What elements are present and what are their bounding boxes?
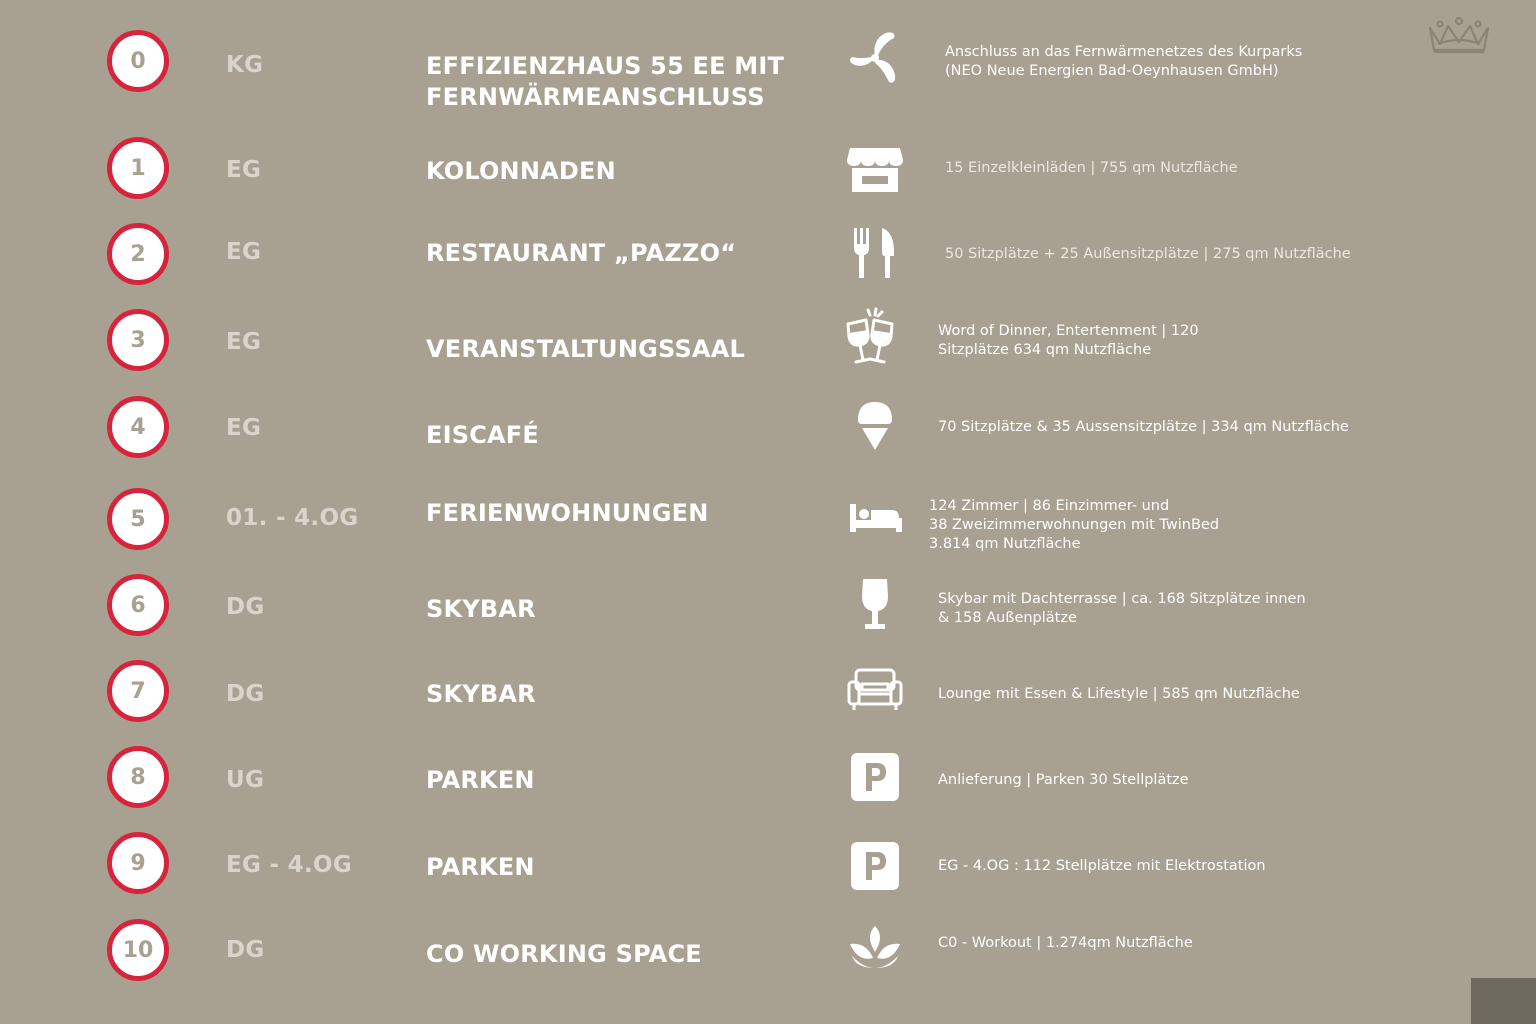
number-badge: 1 (107, 137, 169, 199)
row-description: 50 Sitzplätze + 25 Außensitzplätze | 275 qm Nutzfläche (945, 246, 1351, 262)
number-badge: 2 (107, 223, 169, 285)
wine-glass-icon (844, 574, 906, 636)
floor-label: DG (226, 594, 265, 620)
floor-label: EG (226, 157, 262, 183)
parking-icon (844, 835, 906, 897)
number-badge: 10 (107, 919, 169, 981)
sofa-icon (844, 660, 906, 722)
row-title: FERIENWOHNUNGEN (426, 499, 709, 527)
row-description: Lounge mit Essen & Lifestyle | 585 qm Nutzfläche (938, 686, 1300, 702)
toasting-glasses-icon (840, 306, 902, 368)
number-badge: 4 (107, 396, 169, 458)
page-corner-tab (1471, 978, 1536, 1024)
floor-label: EG - 4.OG (226, 852, 353, 878)
lotus-icon (844, 918, 906, 980)
row-title: EFFIZIENZHAUS 55 EE MIT FERNWÄRMEANSCHLUSS (426, 52, 785, 111)
number-badge: 7 (107, 660, 169, 722)
floor-label: DG (226, 937, 265, 963)
floor-label: EG (226, 415, 262, 441)
number-badge: 8 (107, 746, 169, 808)
floor-label: DG (226, 681, 265, 707)
row-title: PARKEN (426, 853, 535, 881)
crown-logo-icon (1424, 14, 1494, 56)
row-title: SKYBAR (426, 595, 536, 623)
fan-icon (844, 27, 906, 89)
row-description: Word of Dinner, Entertenment | 120 Sitzplätze 634 qm Nutzfläche (938, 323, 1199, 358)
row-description: Skybar mit Dachterrasse | ca. 168 Sitzplätze innen & 158 Außenplätze (938, 591, 1306, 626)
row-description: 15 Einzelkleinläden | 755 qm Nutzfläche (945, 160, 1238, 176)
floor-label: EG (226, 329, 262, 355)
row-title: CO WORKING SPACE (426, 940, 702, 968)
row-description: 70 Sitzplätze & 35 Aussensitzplätze | 334 qm Nutzfläche (938, 419, 1349, 435)
floor-label: KG (226, 52, 264, 78)
floor-label: EG (226, 239, 262, 265)
storefront-icon (844, 136, 906, 198)
number-badge: 3 (107, 309, 169, 371)
row-title: PARKEN (426, 766, 535, 794)
row-title: RESTAURANT „PAZZO“ (426, 239, 737, 267)
row-description: 124 Zimmer | 86 Einzimmer- und 38 Zweizimmerwohnungen mit TwinBed 3.814 qm Nutzfläche (929, 498, 1220, 552)
number-badge: 9 (107, 832, 169, 894)
row-description: Anlieferung | Parken 30 Stellplätze (938, 772, 1189, 788)
row-description: Anschluss an das Fernwärmenetzes des Kurparks (NEO Neue Energien Bad-Oeynhausen GmbH) (945, 44, 1303, 79)
number-badge: 0 (107, 30, 169, 92)
floor-label: 01. - 4.OG (226, 505, 359, 531)
parking-icon (844, 746, 906, 808)
row-description: EG - 4.OG : 112 Stellplätze mit Elektrostation (938, 858, 1266, 874)
row-title: SKYBAR (426, 680, 536, 708)
row-title: EISCAFÉ (426, 421, 539, 449)
fork-knife-icon (844, 222, 906, 284)
bed-icon (844, 488, 906, 550)
row-title: VERANSTALTUNGSSAAL (426, 335, 745, 363)
row-title: KOLONNADEN (426, 157, 616, 185)
floor-label: UG (226, 767, 265, 793)
ice-cream-icon (844, 394, 906, 456)
number-badge: 6 (107, 574, 169, 636)
number-badge: 5 (107, 488, 169, 550)
row-description: C0 - Workout | 1.274qm Nutzfläche (938, 935, 1193, 951)
